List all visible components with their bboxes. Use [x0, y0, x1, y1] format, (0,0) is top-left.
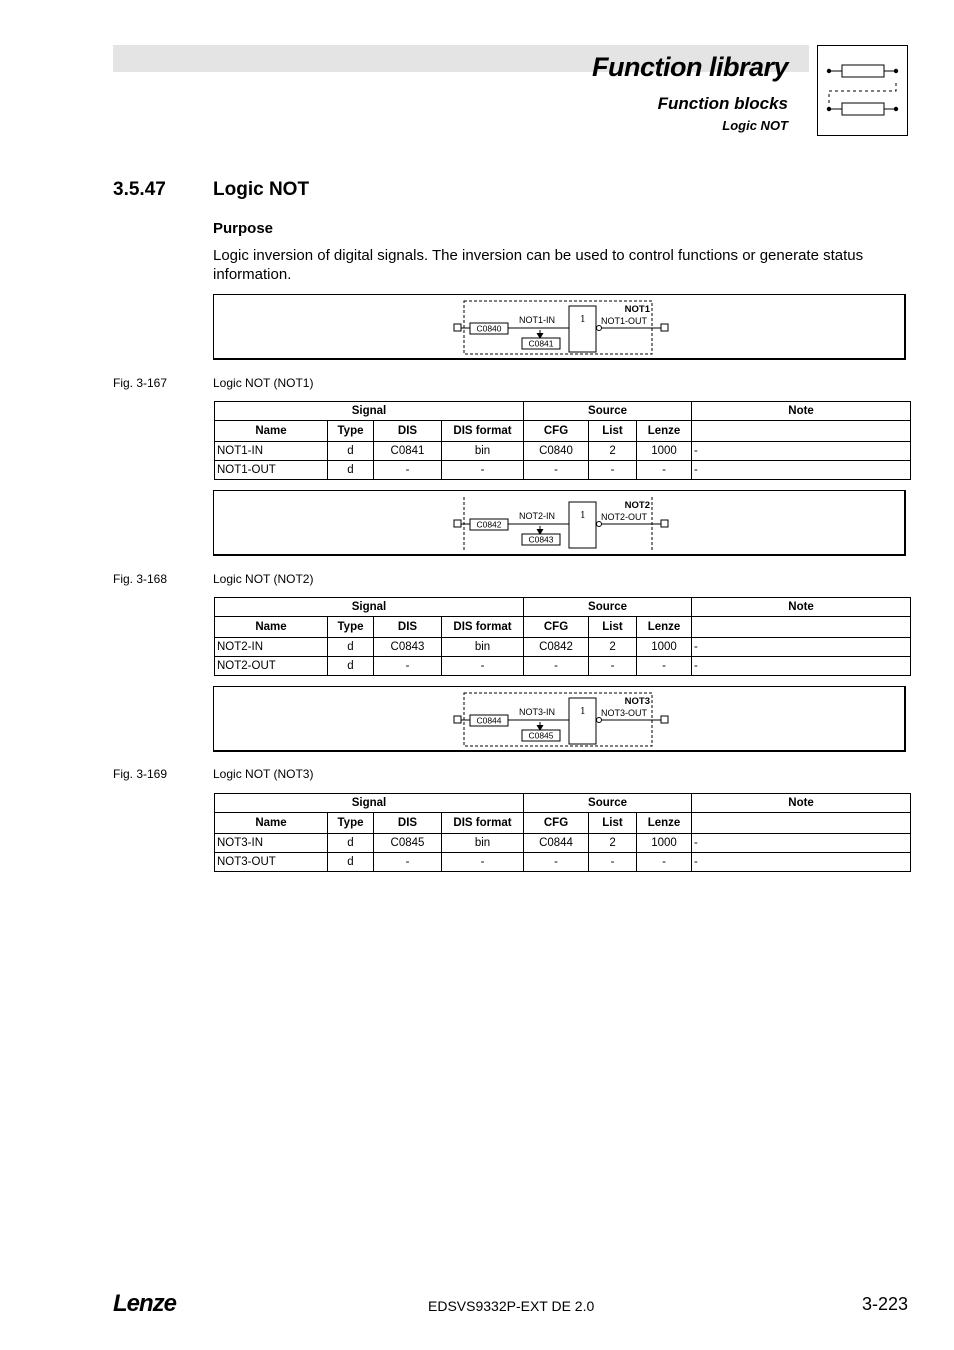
output-label: NOT3-OUT	[601, 708, 647, 718]
table-cell: C0843	[374, 638, 442, 657]
table-row	[215, 461, 911, 480]
header-type: Type	[328, 617, 374, 638]
header-dis-format: DIS format	[442, 421, 524, 442]
dis-code: C0843	[528, 534, 554, 545]
header-dis: DIS	[374, 421, 442, 442]
table-cell: -	[524, 461, 589, 480]
table-header-row	[215, 813, 911, 834]
table-cell: -	[589, 853, 637, 872]
table-row	[215, 853, 911, 872]
table-cell: bin	[442, 638, 524, 657]
table-cell: -	[589, 657, 637, 676]
table-cell: d	[328, 657, 374, 676]
purpose-heading: Purpose	[213, 220, 274, 237]
table-cell: 2	[589, 834, 637, 853]
header-list: List	[589, 813, 637, 834]
not-symbol: 1	[580, 707, 586, 717]
page-number: 3-223	[861, 1294, 908, 1314]
purpose-text: Logic inversion of digital signals. The inversion can be used to control functions or generate status information.	[213, 247, 864, 283]
header-dis-format: DIS format	[442, 617, 524, 638]
header-source: Source	[524, 794, 692, 813]
table-cell: -	[374, 461, 442, 480]
table-cell: -	[637, 853, 692, 872]
lenze-logo: Lenze	[113, 1290, 177, 1317]
header-source: Source	[524, 598, 692, 617]
table-cell: -	[692, 461, 911, 480]
output-label: NOT1-OUT	[601, 316, 647, 326]
table-cell: C0841	[374, 442, 442, 461]
header-cfg: CFG	[524, 421, 589, 442]
table-cell: C0842	[524, 638, 589, 657]
table-cell: -	[692, 834, 911, 853]
table-row	[215, 834, 911, 853]
header-signal: Signal	[215, 598, 524, 617]
table-cell: 1000	[637, 442, 692, 461]
table-cell: NOT1-IN	[215, 442, 328, 461]
header-lenze: Lenze	[637, 813, 692, 834]
table-cell: -	[692, 657, 911, 676]
not-symbol: 1	[580, 315, 586, 325]
table-cell: d	[328, 442, 374, 461]
table-cell: d	[328, 834, 374, 853]
header-note: Note	[692, 794, 911, 813]
header-type: Type	[328, 813, 374, 834]
table-cell: -	[637, 461, 692, 480]
input-label: NOT3-IN	[519, 707, 555, 717]
table-cell: -	[637, 657, 692, 676]
table-cell: bin	[442, 834, 524, 853]
block-name: NOT1	[624, 304, 650, 315]
figure-title: Logic NOT (NOT3)	[213, 767, 314, 781]
table-cell: 1000	[637, 638, 692, 657]
header-note: Note	[692, 598, 911, 617]
header-dis: DIS	[374, 617, 442, 638]
block-name: NOT2	[624, 500, 650, 511]
header-source: Source	[524, 402, 692, 421]
cfg-code: C0840	[476, 323, 502, 334]
table-header-row	[215, 402, 911, 421]
table-header-row	[215, 421, 911, 442]
header-cfg: CFG	[524, 813, 589, 834]
table-cell: C0844	[524, 834, 589, 853]
table-cell: NOT2-OUT	[215, 657, 328, 676]
table-row	[215, 442, 911, 461]
table-cell: -	[374, 853, 442, 872]
table-cell	[692, 421, 911, 442]
signal-table-not1	[214, 401, 911, 480]
header-signal: Signal	[215, 794, 524, 813]
table-cell: NOT3-IN	[215, 834, 328, 853]
header-lenze: Lenze	[637, 421, 692, 442]
header-lenze: Lenze	[637, 617, 692, 638]
table-header-row	[215, 598, 911, 617]
header-name: Name	[215, 813, 328, 834]
figure-title: Logic NOT (NOT1)	[213, 376, 314, 390]
table-cell: 2	[589, 442, 637, 461]
block-diagram-not2	[213, 490, 906, 556]
function-block-icon	[817, 45, 908, 136]
header-type: Type	[328, 421, 374, 442]
table-cell: -	[524, 853, 589, 872]
input-label: NOT2-IN	[519, 511, 555, 521]
block-diagram-not1	[213, 294, 906, 360]
table-cell: -	[374, 657, 442, 676]
table-cell: -	[589, 461, 637, 480]
output-label: NOT2-OUT	[601, 512, 647, 522]
chapter-subtitle: Function blocks	[657, 94, 788, 113]
table-cell: d	[328, 853, 374, 872]
table-cell: -	[692, 442, 911, 461]
dis-code: C0845	[528, 730, 554, 741]
header-dis: DIS	[374, 813, 442, 834]
header-dis-format: DIS format	[442, 813, 524, 834]
cfg-code: C0844	[476, 715, 502, 726]
block-diagram-not3	[213, 686, 906, 752]
figure-number: Fig. 3-169	[113, 767, 168, 781]
table-cell: d	[328, 461, 374, 480]
figure-number: Fig. 3-167	[113, 376, 168, 390]
table-cell: -	[442, 853, 524, 872]
table-cell: 2	[589, 638, 637, 657]
cfg-code: C0842	[476, 519, 502, 530]
table-cell: C0840	[524, 442, 589, 461]
table-cell: -	[442, 461, 524, 480]
figure-number: Fig. 3-168	[113, 572, 168, 586]
not-symbol: 1	[580, 511, 586, 521]
header-signal: Signal	[215, 402, 524, 421]
block-name: NOT3	[624, 696, 650, 707]
signal-table-not2	[214, 597, 911, 676]
table-cell: NOT3-OUT	[215, 853, 328, 872]
table-cell: d	[328, 638, 374, 657]
section-number: 3.5.47	[113, 179, 166, 200]
document-id: EDSVS9332P-EXT DE 2.0	[428, 1298, 595, 1314]
table-header-row	[215, 794, 911, 813]
table-cell: NOT1-OUT	[215, 461, 328, 480]
chapter-subsubtitle: Logic NOT	[722, 118, 788, 133]
header-cfg: CFG	[524, 617, 589, 638]
table-cell	[692, 813, 911, 834]
table-cell: C0845	[374, 834, 442, 853]
table-cell: -	[442, 657, 524, 676]
table-row	[215, 638, 911, 657]
header-name: Name	[215, 617, 328, 638]
section-title: Logic NOT	[213, 179, 310, 200]
table-cell: -	[692, 638, 911, 657]
header-list: List	[589, 421, 637, 442]
table-cell	[692, 617, 911, 638]
signal-table-not3	[214, 793, 911, 872]
header-name: Name	[215, 421, 328, 442]
table-cell: 1000	[637, 834, 692, 853]
chapter-title: Function library	[591, 52, 788, 82]
table-cell: NOT2-IN	[215, 638, 328, 657]
figure-title: Logic NOT (NOT2)	[213, 572, 314, 586]
table-row	[215, 657, 911, 676]
table-cell: -	[692, 853, 911, 872]
input-label: NOT1-IN	[519, 315, 555, 325]
header-list: List	[589, 617, 637, 638]
table-header-row	[215, 617, 911, 638]
table-cell: bin	[442, 442, 524, 461]
dis-code: C0841	[528, 338, 554, 349]
header-note: Note	[692, 402, 911, 421]
table-cell: -	[524, 657, 589, 676]
